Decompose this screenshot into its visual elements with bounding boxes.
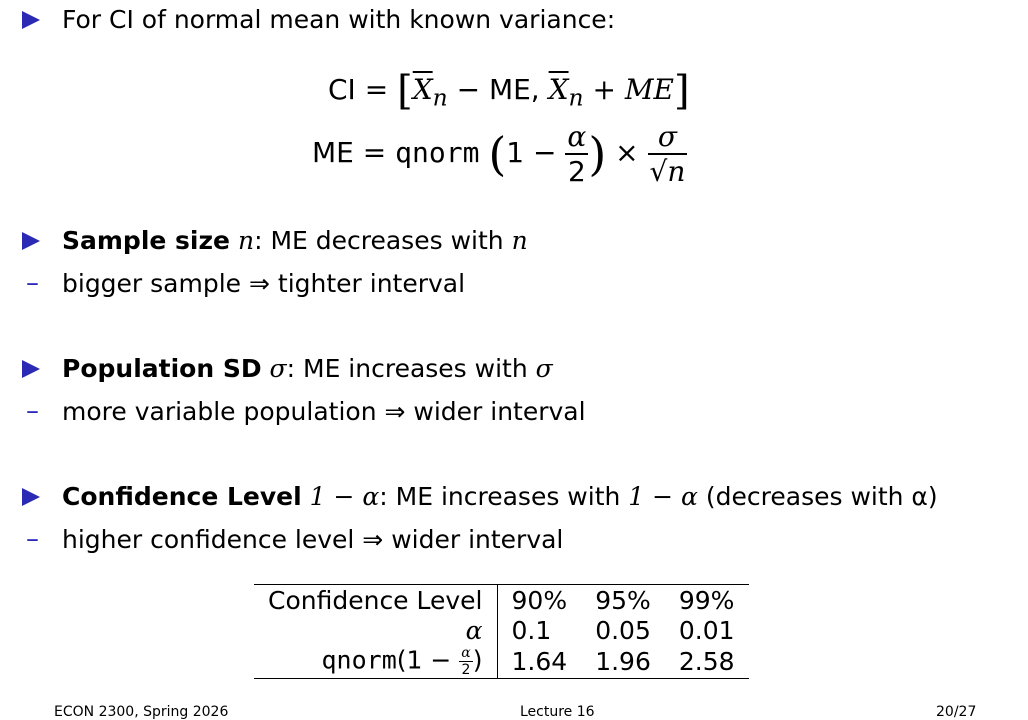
table-cell: 90%: [511, 585, 568, 615]
bullet-triangle-icon: [22, 360, 40, 378]
table-cell: 0.01: [678, 615, 735, 645]
bullet-confidence-level: Confidence Level 1 − α: ME increases with 1 − α (decreases with α): [62, 482, 938, 511]
table-cell: 0.1: [511, 615, 552, 645]
table-cell: 1.96: [595, 647, 651, 676]
qnorm-function: qnorm: [395, 136, 480, 169]
page-number: 20/27: [936, 704, 977, 720]
confidence-level-table: [254, 584, 749, 679]
bullet-triangle-icon: [22, 488, 40, 506]
alpha-label: α: [254, 615, 497, 645]
intro-text: For CI of normal mean with known variance:: [62, 5, 616, 34]
ci-lhs: CI: [328, 73, 356, 106]
alpha-over-two: $\frac{\alpha}{2}$: [567, 120, 587, 188]
table-row: [254, 615, 749, 645]
table-cell: 95%: [595, 585, 651, 615]
bullet-sample-size-sub: bigger sample ⇒ tighter interval: [62, 269, 466, 298]
footer-left: ECON 2300, Spring 2026: [54, 704, 229, 720]
bullet-triangle-icon: [22, 232, 40, 250]
table-row: [254, 645, 749, 679]
qnorm-label: qnorm(1 − $\frac{\alpha}{2}$ ): [254, 645, 497, 679]
bullet-triangle-icon: [22, 11, 40, 29]
sub-dash-icon: –: [26, 396, 39, 426]
me-lhs: ME: [312, 136, 354, 169]
me-formula: ME = qnorm (1 − $\frac{\alpha}{2}$ ) × $\frac{\sigma}{√n}$: [312, 120, 686, 188]
bullet-sample-size: Sample size n: ME decreases with n: [62, 226, 528, 255]
bullet-population-sd: Population SD σ: ME increases with σ: [62, 354, 553, 383]
bullet-confidence-level-sub: higher confidence level ⇒ wider interval: [62, 525, 564, 554]
sub-dash-icon: –: [26, 524, 39, 554]
ci-formula: CI = [$\overline{X}_n$ − ME, $\overline{X}_n + ME$]: [328, 68, 690, 114]
table-cell: 0.05: [595, 615, 651, 645]
table-row: [254, 585, 749, 616]
table-header-label: Confidence Level: [254, 585, 497, 616]
bullet-population-sd-sub: more variable population ⇒ wider interval: [62, 397, 586, 426]
footer-center: Lecture 16: [520, 704, 595, 720]
table-cell: 1.64: [511, 647, 568, 676]
sub-dash-icon: –: [26, 268, 39, 298]
sigma-over-sqrt-n: $\frac{\sigma}{√n}$: [649, 120, 686, 188]
table-cell: 99%: [678, 585, 735, 615]
table-cell: 2.58: [678, 647, 735, 676]
